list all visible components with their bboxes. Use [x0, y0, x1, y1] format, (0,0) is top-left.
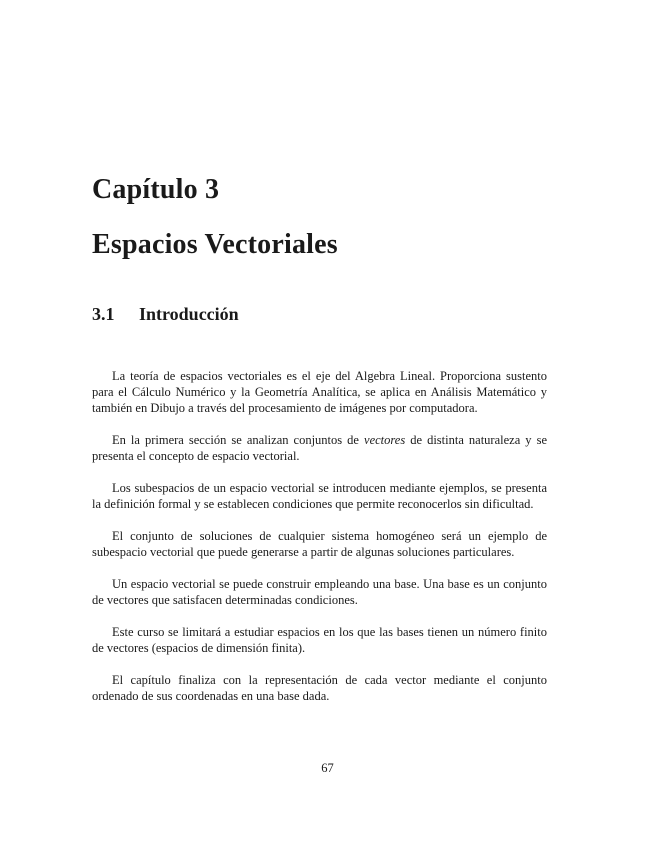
chapter-title: Espacios Vectoriales: [92, 229, 338, 260]
body-text: [92, 368, 547, 720]
paragraph-subspaces: Los subespacios de un espacio vectorial se introducen mediante ejemplos, se presenta la definición formal y se establecen condiciones que permite reconocerlos sin dificultad.: [92, 481, 547, 511]
paragraph-coordinates: El capítulo finaliza con la representación de cada vector mediante el conjunto ordenado de sus coordenadas en una base dada.: [92, 673, 547, 703]
section-title: Introducción: [139, 304, 239, 324]
paragraph-basis: Un espacio vectorial se puede construir empleando una base. Una base es un conjunto de vectores que satisfacen determinadas condiciones.: [92, 577, 547, 607]
paragraph-vectors-end: de distinta naturaleza y se presenta el concepto de espacio vectorial.: [92, 433, 547, 463]
emphasis-vectores: vectores: [364, 433, 406, 447]
paragraph-finite-dimension: Este curso se limitará a estudiar espacios en los que las bases tienen un número finito de vectores (espacios de dimensión finita).: [92, 625, 547, 655]
paragraph-vectors: [92, 432, 547, 464]
section-number: 3.1: [92, 304, 115, 324]
page-number: 67: [321, 761, 334, 775]
paragraph-intro: La teoría de espacios vectoriales es el eje del Algebra Lineal. Proporciona sustento para el Cálculo Numérico y la Geometría Analítica, se aplica en Análisis Matemático y también en Dibujo a través del procesamiento de imágenes por computadora.: [92, 369, 547, 415]
chapter-label: Capítulo 3: [92, 174, 220, 205]
section-heading: [92, 302, 239, 326]
paragraph-vectors-start: En la primera sección se analizan conjuntos de: [112, 433, 365, 447]
paragraph-solutions: El conjunto de soluciones de cualquier sistema homogéneo será un ejemplo de subespacio vectorial que puede generarse a partir de algunas soluciones particulares.: [92, 529, 547, 559]
